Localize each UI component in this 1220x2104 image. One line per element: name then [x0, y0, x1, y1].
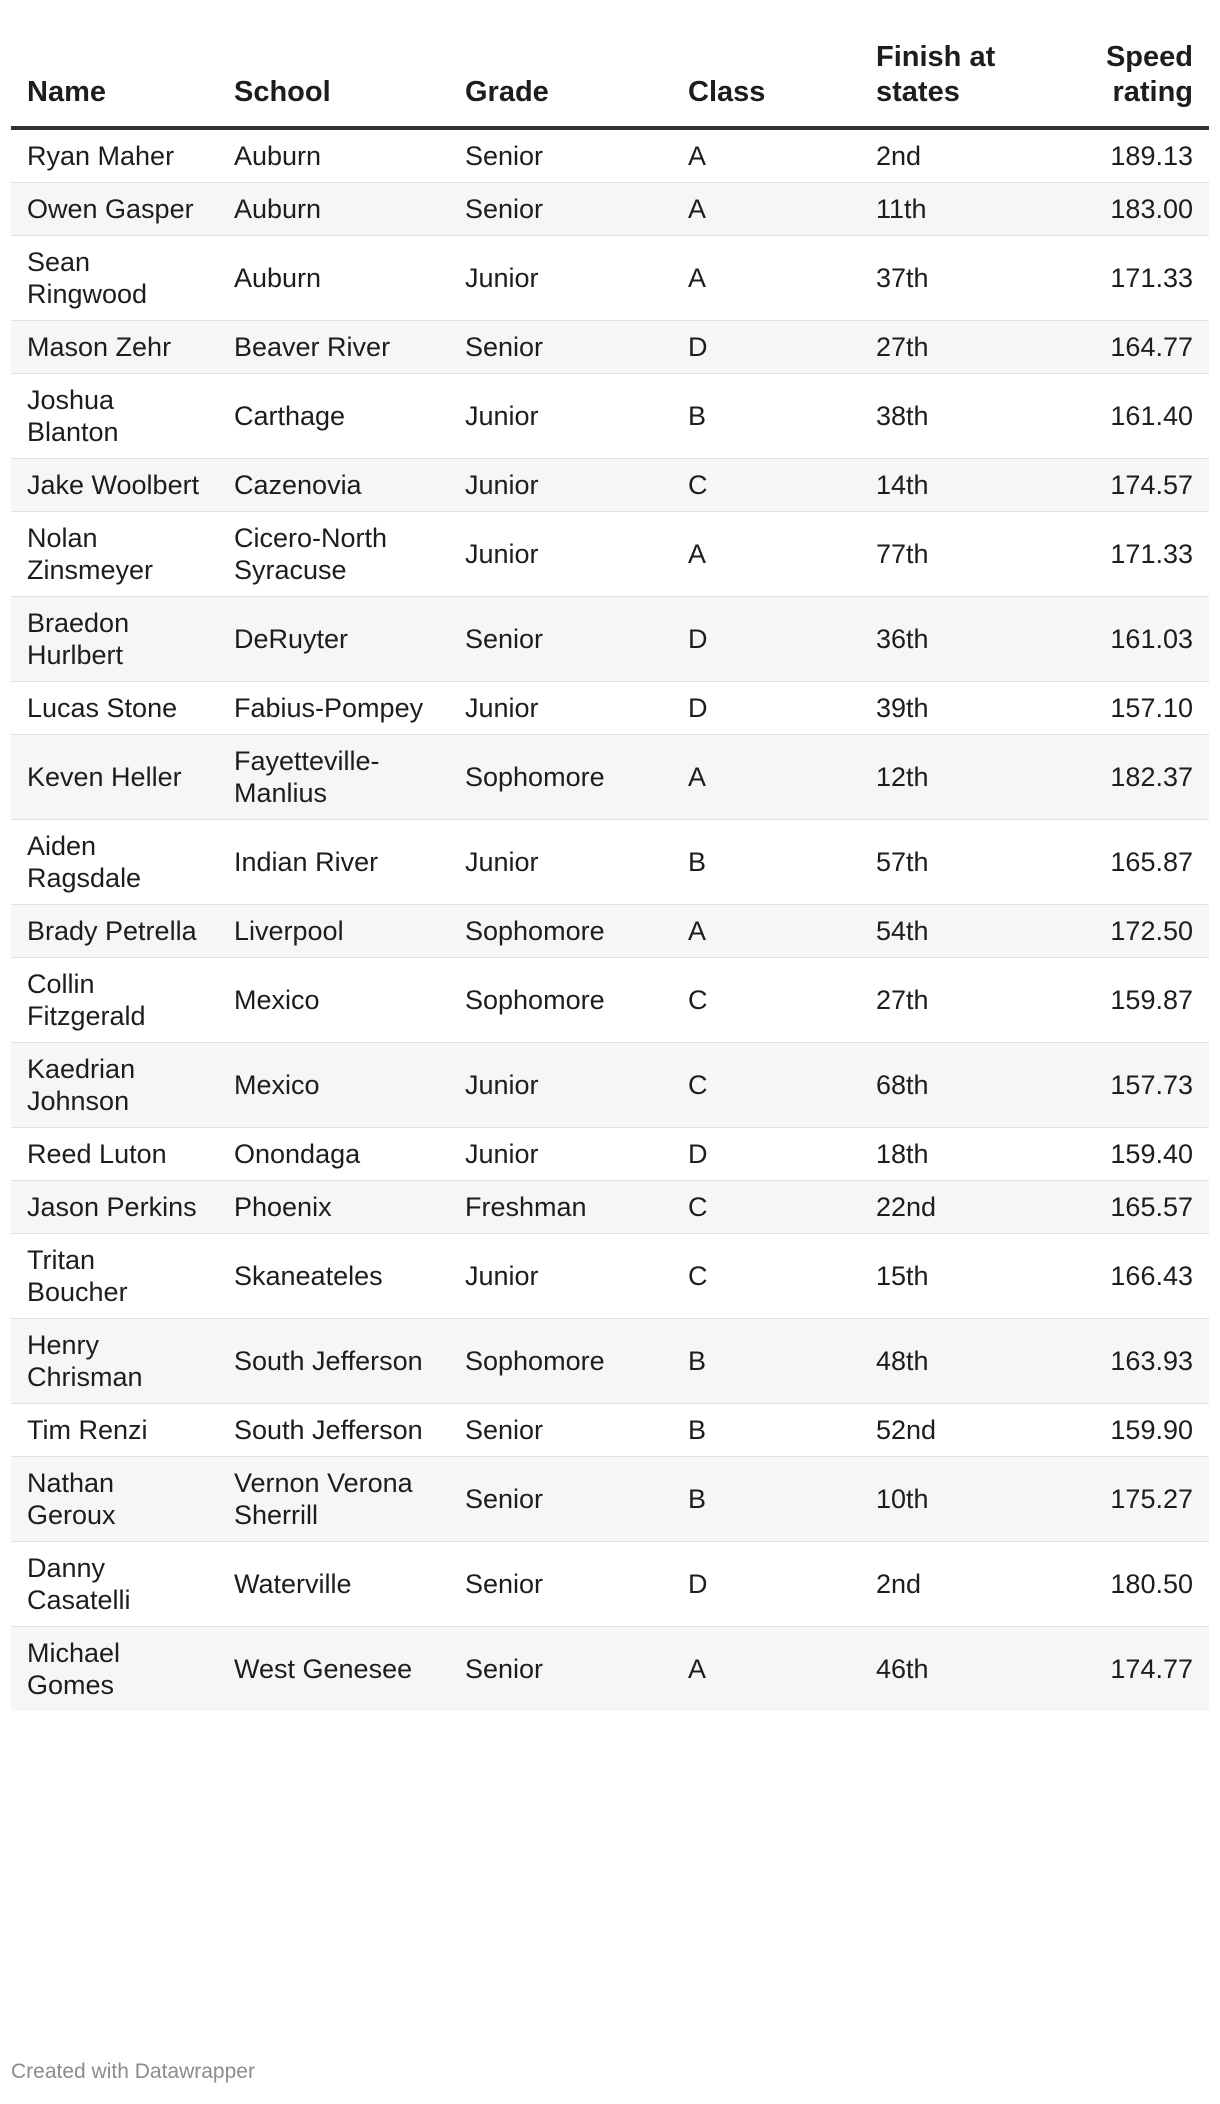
cell-speed: 180.50 [1073, 1542, 1209, 1627]
cell-grade: Senior [449, 1457, 672, 1542]
cell-name: Jason Perkins [11, 1181, 218, 1234]
cell-finish: 57th [860, 820, 1073, 905]
cell-name: Jake Woolbert [11, 459, 218, 512]
cell-school: Cazenovia [218, 459, 449, 512]
cell-school: Fayetteville-Manlius [218, 735, 449, 820]
cell-school: DeRuyter [218, 597, 449, 682]
cell-class: A [672, 1627, 860, 1712]
cell-school: Phoenix [218, 1181, 449, 1234]
cell-grade: Senior [449, 321, 672, 374]
cell-grade: Senior [449, 183, 672, 236]
cell-grade: Junior [449, 512, 672, 597]
cell-finish: 18th [860, 1128, 1073, 1181]
cell-speed: 175.27 [1073, 1457, 1209, 1542]
table-row [11, 1234, 1209, 1319]
cell-speed: 172.50 [1073, 905, 1209, 958]
table-row [11, 128, 1209, 183]
cell-school: Vernon Verona Sherrill [218, 1457, 449, 1542]
cell-class: D [672, 682, 860, 735]
cell-finish: 27th [860, 958, 1073, 1043]
cell-name: Collin Fitzgerald [11, 958, 218, 1043]
table-row [11, 735, 1209, 820]
cell-school: Auburn [218, 236, 449, 321]
cell-finish: 22nd [860, 1181, 1073, 1234]
header-name[interactable]: Name [11, 40, 218, 128]
cell-school: Waterville [218, 1542, 449, 1627]
cell-finish: 52nd [860, 1404, 1073, 1457]
table-row [11, 1404, 1209, 1457]
cell-grade: Senior [449, 1627, 672, 1712]
cell-school: Auburn [218, 128, 449, 183]
cell-class: B [672, 374, 860, 459]
cell-class: A [672, 735, 860, 820]
cell-class: C [672, 1181, 860, 1234]
cell-finish: 2nd [860, 128, 1073, 183]
table-row [11, 1457, 1209, 1542]
cell-school: Liverpool [218, 905, 449, 958]
cell-finish: 12th [860, 735, 1073, 820]
cell-name: Nathan Geroux [11, 1457, 218, 1542]
table-row [11, 1128, 1209, 1181]
cell-school: South Jefferson [218, 1319, 449, 1404]
cell-name: Aiden Ragsdale [11, 820, 218, 905]
cell-finish: 37th [860, 236, 1073, 321]
cell-speed: 174.57 [1073, 459, 1209, 512]
cell-name: Joshua Blanton [11, 374, 218, 459]
cell-class: D [672, 1128, 860, 1181]
cell-finish: 2nd [860, 1542, 1073, 1627]
table-row [11, 820, 1209, 905]
cell-finish: 14th [860, 459, 1073, 512]
cell-grade: Sophomore [449, 905, 672, 958]
cell-class: D [672, 597, 860, 682]
cell-class: C [672, 1043, 860, 1128]
cell-finish: 10th [860, 1457, 1073, 1542]
header-school[interactable]: School [218, 40, 449, 128]
table-row [11, 512, 1209, 597]
cell-grade: Senior [449, 597, 672, 682]
table-row [11, 1043, 1209, 1128]
cell-school: Skaneateles [218, 1234, 449, 1319]
cell-speed: 183.00 [1073, 183, 1209, 236]
cell-name: Tim Renzi [11, 1404, 218, 1457]
table-row [11, 905, 1209, 958]
table-row [11, 459, 1209, 512]
cell-class: C [672, 459, 860, 512]
cell-name: Tritan Boucher [11, 1234, 218, 1319]
cell-grade: Sophomore [449, 958, 672, 1043]
cell-class: D [672, 321, 860, 374]
table-row [11, 374, 1209, 459]
cell-grade: Freshman [449, 1181, 672, 1234]
cell-grade: Senior [449, 128, 672, 183]
cell-finish: 38th [860, 374, 1073, 459]
cell-grade: Junior [449, 1128, 672, 1181]
cell-grade: Junior [449, 236, 672, 321]
cell-speed: 165.87 [1073, 820, 1209, 905]
cell-name: Ryan Maher [11, 128, 218, 183]
cell-speed: 164.77 [1073, 321, 1209, 374]
table-row [11, 597, 1209, 682]
cell-grade: Sophomore [449, 1319, 672, 1404]
cell-school: Cicero-North Syracuse [218, 512, 449, 597]
cell-grade: Junior [449, 820, 672, 905]
header-finish[interactable]: Finish at states [860, 40, 1073, 128]
table-row [11, 1627, 1209, 1712]
header-row [11, 40, 1209, 128]
cell-speed: 166.43 [1073, 1234, 1209, 1319]
cell-speed: 171.33 [1073, 512, 1209, 597]
cell-finish: 39th [860, 682, 1073, 735]
cell-school: Carthage [218, 374, 449, 459]
cell-name: Owen Gasper [11, 183, 218, 236]
cell-school: West Genesee [218, 1627, 449, 1712]
cell-school: South Jefferson [218, 1404, 449, 1457]
table-body [11, 128, 1209, 1711]
cell-class: D [672, 1542, 860, 1627]
cell-speed: 174.77 [1073, 1627, 1209, 1712]
cell-finish: 54th [860, 905, 1073, 958]
cell-finish: 11th [860, 183, 1073, 236]
cell-name: Henry Chrisman [11, 1319, 218, 1404]
cell-finish: 46th [860, 1627, 1073, 1712]
table-row [11, 1181, 1209, 1234]
table-row [11, 321, 1209, 374]
cell-class: B [672, 820, 860, 905]
table-row [11, 236, 1209, 321]
cell-speed: 159.40 [1073, 1128, 1209, 1181]
cell-name: Kaedrian Johnson [11, 1043, 218, 1128]
cell-speed: 189.13 [1073, 128, 1209, 183]
table-row [11, 682, 1209, 735]
cell-speed: 165.57 [1073, 1181, 1209, 1234]
cell-finish: 15th [860, 1234, 1073, 1319]
cell-speed: 182.37 [1073, 735, 1209, 820]
cell-name: Nolan Zinsmeyer [11, 512, 218, 597]
cell-school: Mexico [218, 958, 449, 1043]
cell-school: Onondaga [218, 1128, 449, 1181]
cell-school: Beaver River [218, 321, 449, 374]
cell-class: A [672, 512, 860, 597]
cell-grade: Junior [449, 682, 672, 735]
cell-grade: Sophomore [449, 735, 672, 820]
cell-school: Auburn [218, 183, 449, 236]
cell-name: Mason Zehr [11, 321, 218, 374]
header-class[interactable]: Class [672, 40, 860, 128]
cell-class: A [672, 128, 860, 183]
table-row [11, 958, 1209, 1043]
table-row [11, 1542, 1209, 1627]
cell-grade: Senior [449, 1404, 672, 1457]
cell-grade: Junior [449, 1043, 672, 1128]
cell-speed: 157.73 [1073, 1043, 1209, 1128]
cell-name: Brady Petrella [11, 905, 218, 958]
cell-school: Fabius-Pompey [218, 682, 449, 735]
cell-class: A [672, 905, 860, 958]
cell-speed: 161.40 [1073, 374, 1209, 459]
cell-speed: 159.87 [1073, 958, 1209, 1043]
cell-finish: 48th [860, 1319, 1073, 1404]
cell-class: C [672, 958, 860, 1043]
cell-speed: 159.90 [1073, 1404, 1209, 1457]
cell-name: Keven Heller [11, 735, 218, 820]
cell-grade: Junior [449, 374, 672, 459]
cell-school: Indian River [218, 820, 449, 905]
cell-class: A [672, 183, 860, 236]
cell-class: A [672, 236, 860, 321]
cell-name: Braedon Hurlbert [11, 597, 218, 682]
table-header [11, 40, 1209, 128]
cell-name: Reed Luton [11, 1128, 218, 1181]
cell-grade: Junior [449, 1234, 672, 1319]
cell-finish: 77th [860, 512, 1073, 597]
header-grade[interactable]: Grade [449, 40, 672, 128]
cell-class: B [672, 1457, 860, 1542]
table-row [11, 183, 1209, 236]
cell-class: B [672, 1319, 860, 1404]
data-table-container [11, 40, 1209, 1711]
cell-finish: 36th [860, 597, 1073, 682]
cell-name: Sean Ringwood [11, 236, 218, 321]
cell-grade: Junior [449, 459, 672, 512]
data-table [11, 40, 1209, 1711]
cell-school: Mexico [218, 1043, 449, 1128]
header-speed[interactable]: Speed rating [1073, 40, 1209, 128]
cell-speed: 157.10 [1073, 682, 1209, 735]
cell-class: C [672, 1234, 860, 1319]
cell-name: Danny Casatelli [11, 1542, 218, 1627]
table-row [11, 1319, 1209, 1404]
cell-finish: 68th [860, 1043, 1073, 1128]
cell-speed: 163.93 [1073, 1319, 1209, 1404]
cell-name: Michael Gomes [11, 1627, 218, 1712]
cell-speed: 161.03 [1073, 597, 1209, 682]
cell-name: Lucas Stone [11, 682, 218, 735]
datawrapper-credit: Created with Datawrapper [11, 2060, 255, 2083]
cell-finish: 27th [860, 321, 1073, 374]
cell-grade: Senior [449, 1542, 672, 1627]
cell-class: B [672, 1404, 860, 1457]
cell-speed: 171.33 [1073, 236, 1209, 321]
